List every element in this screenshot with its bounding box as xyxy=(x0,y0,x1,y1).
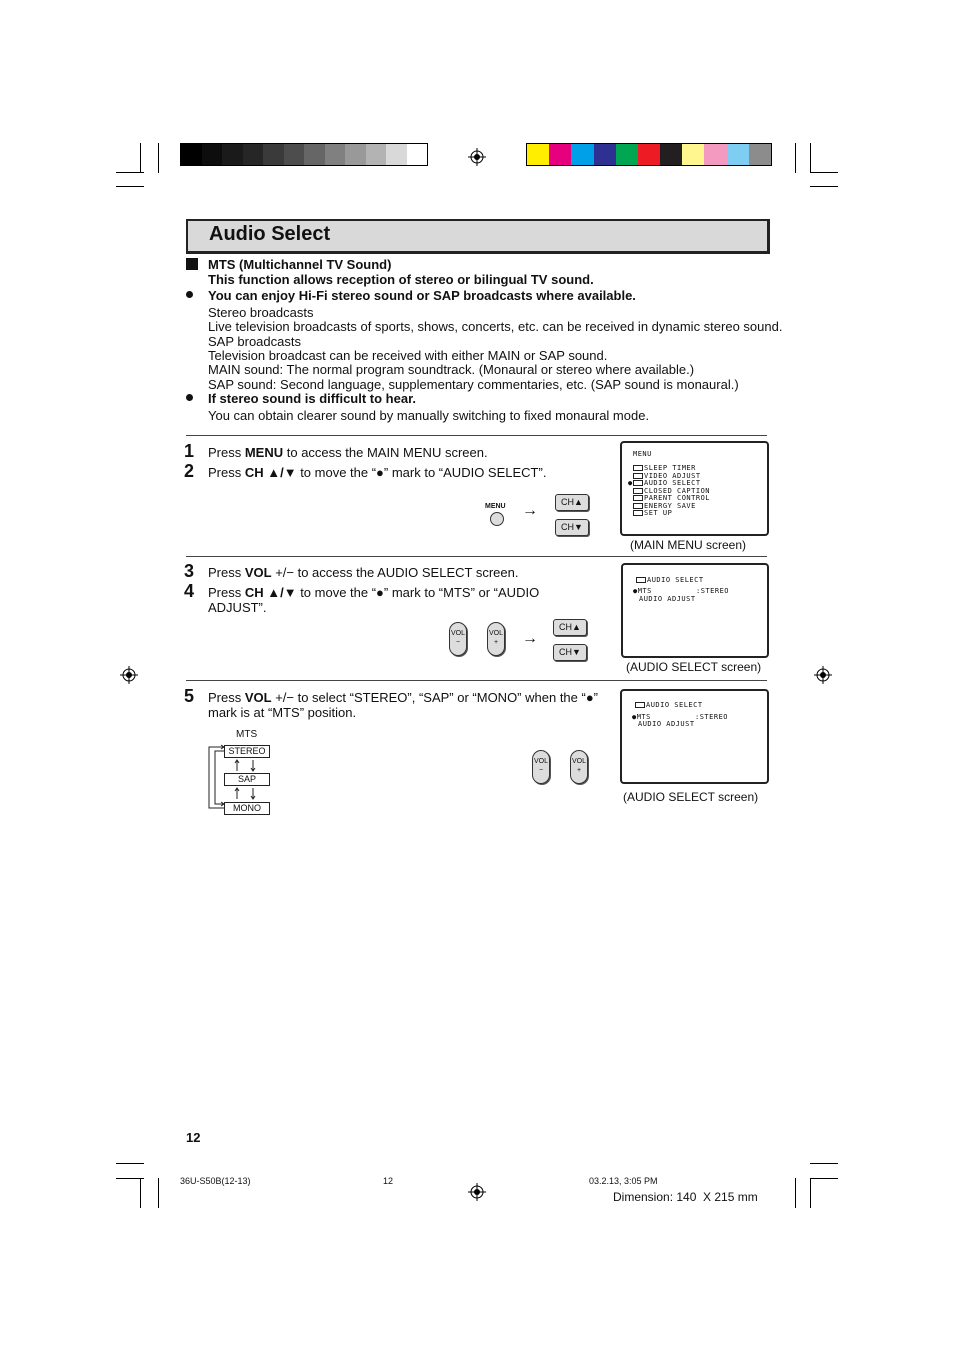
color-calibration-bar xyxy=(526,143,772,166)
gray-swatch xyxy=(366,144,387,165)
stereo-description: Live television broadcasts of sports, shows, concerts, etc. can be received in dynamic stereo sound. xyxy=(208,319,783,334)
bullet-hifi: You can enjoy Hi-Fi stereo sound or SAP broadcasts where available. xyxy=(208,288,636,303)
main-menu-item: CLOSED CAPTION xyxy=(633,488,710,496)
gray-swatch xyxy=(263,144,284,165)
footer-file: 36U-S50B(12-13) xyxy=(180,1176,251,1186)
sap-sound-description: SAP sound: Second language, supplementary commentaries, etc. (SAP sound is monaural.) xyxy=(208,377,739,392)
color-swatch xyxy=(527,144,549,165)
menu-item-icon xyxy=(633,510,643,516)
mts-diagram-label: MTS xyxy=(236,729,258,740)
main-menu-screen xyxy=(620,441,769,536)
main-menu-list xyxy=(629,465,710,518)
step-number: 4 xyxy=(184,581,195,601)
page-number: 12 xyxy=(186,1130,201,1145)
ch-down-button[interactable]: CH▼ xyxy=(555,519,589,536)
gray-swatch xyxy=(407,144,428,165)
color-swatch xyxy=(638,144,660,165)
registration-mark-icon xyxy=(120,666,138,684)
audio-select-header: AUDIO SELECT xyxy=(636,577,704,585)
menu-button[interactable] xyxy=(490,512,504,526)
audio-select-screen xyxy=(620,689,769,784)
main-menu-item: ENERGY SAVE xyxy=(633,503,710,511)
color-swatch xyxy=(704,144,726,165)
step-number: 5 xyxy=(184,686,195,706)
color-swatch xyxy=(571,144,593,165)
menu-item-icon xyxy=(633,503,643,509)
step-2-text: Press CH ▲/▼ to move the “●” mark to “AUDIO SELECT”. xyxy=(208,465,547,480)
gray-swatch xyxy=(222,144,243,165)
menu-item-icon xyxy=(633,473,643,479)
vol-plus-button[interactable]: VOL + xyxy=(487,622,505,656)
sap-label: SAP broadcasts xyxy=(208,334,301,349)
bullet-icon xyxy=(186,394,193,401)
audio-select-screen xyxy=(621,563,769,658)
audio-adjust-row: AUDIO ADJUST xyxy=(638,720,695,728)
step-number: 2 xyxy=(184,461,195,481)
mts-row: ●MTS xyxy=(632,713,651,721)
menu-item-icon xyxy=(633,488,643,494)
registration-mark-icon xyxy=(814,666,832,684)
vol-minus-button[interactable]: VOL − xyxy=(532,750,550,784)
main-menu-item: SLEEP TIMER xyxy=(633,465,710,473)
gray-swatch xyxy=(202,144,223,165)
selection-dot-icon: ● xyxy=(628,479,633,487)
color-swatch xyxy=(660,144,682,165)
color-swatch xyxy=(594,144,616,165)
step-number: 1 xyxy=(184,441,195,461)
color-swatch xyxy=(616,144,638,165)
gray-swatch xyxy=(243,144,264,165)
step-3-text: Press VOL +/− to access the AUDIO SELECT screen. xyxy=(208,565,519,580)
mts-value: :STEREO xyxy=(696,587,730,595)
mts-option-stereo: STEREO xyxy=(224,745,270,758)
menu-item-icon xyxy=(633,495,643,501)
color-swatch xyxy=(682,144,704,165)
mts-heading: MTS (Multichannel TV Sound) xyxy=(208,257,392,272)
color-swatch xyxy=(749,144,771,165)
footer-page: 12 xyxy=(383,1176,394,1186)
color-swatch xyxy=(549,144,571,165)
main-sound-description: MAIN sound: The normal program soundtrack. (Monaural or stereo where available.) xyxy=(208,362,695,377)
divider xyxy=(186,680,767,681)
main-menu-item: VIDEO ADJUST xyxy=(633,473,710,481)
footer-dimension: Dimension: 140 X 215 mm xyxy=(613,1190,758,1204)
ch-up-button[interactable]: CH▲ xyxy=(553,619,587,636)
color-swatch xyxy=(727,144,749,165)
audio-select-caption: (AUDIO SELECT screen) xyxy=(626,660,762,674)
ch-down-button[interactable]: CH▼ xyxy=(553,644,587,661)
page-title-box xyxy=(186,219,770,254)
mts-cycle-arrows-icon xyxy=(206,742,276,818)
main-menu-caption: (MAIN MENU screen) xyxy=(630,538,747,552)
menu-item-icon xyxy=(633,465,643,471)
mts-value: :STEREO xyxy=(695,713,729,721)
step-1-text: Press MENU to access the MAIN MENU screen. xyxy=(208,445,488,460)
arrow-right-icon: → xyxy=(522,502,538,519)
footer-datetime: 03.2.13, 3:05 PM xyxy=(589,1176,658,1186)
mts-square-icon xyxy=(186,258,198,270)
main-menu-item: PARENT CONTROL xyxy=(633,495,710,503)
registration-mark-icon xyxy=(468,148,486,166)
sap-description: Television broadcast can be received with either MAIN or SAP sound. xyxy=(208,348,608,363)
step-4-text: Press CH ▲/▼ to move the “●” mark to “MTS” or “AUDIO ADJUST”. xyxy=(208,585,540,615)
gray-swatch xyxy=(181,144,202,165)
menu-header: MENU xyxy=(633,450,652,458)
mts-option-mono: MONO xyxy=(224,802,270,815)
registration-mark-icon xyxy=(468,1183,486,1201)
ch-up-button[interactable]: CH▲ xyxy=(555,494,589,511)
step-5-text: Press VOL +/− to select “STEREO”, “SAP” or “MONO” when the “●” mark is at “MTS” position. xyxy=(208,690,599,720)
vol-minus-button[interactable]: VOL − xyxy=(449,622,467,656)
screen-icon xyxy=(635,702,645,708)
main-menu-item: SET UP xyxy=(633,510,710,518)
divider xyxy=(186,435,767,436)
bullet-stereo-difficult: If stereo sound is difficult to hear. xyxy=(208,391,417,406)
audio-adjust-row: AUDIO ADJUST xyxy=(639,595,696,603)
step-number: 3 xyxy=(184,561,195,581)
menu-button-label: MENU xyxy=(485,503,506,510)
mts-row: ●MTS xyxy=(633,587,652,595)
arrow-right-icon: → xyxy=(522,630,538,647)
monaural-tip: You can obtain clearer sound by manually switching to fixed monaural mode. xyxy=(208,408,650,423)
audio-select-header: AUDIO SELECT xyxy=(635,702,703,710)
vol-plus-button[interactable]: VOL + xyxy=(570,750,588,784)
gray-swatch xyxy=(284,144,305,165)
bullet-icon xyxy=(186,291,193,298)
gray-swatch xyxy=(386,144,407,165)
audio-select-caption: (AUDIO SELECT screen) xyxy=(623,790,759,804)
main-menu-item: ● AUDIO SELECT xyxy=(628,479,701,487)
stereo-label: Stereo broadcasts xyxy=(208,305,314,320)
gray-swatch xyxy=(304,144,325,165)
grayscale-calibration-bar xyxy=(180,143,428,166)
divider xyxy=(186,556,767,557)
mts-option-sap: SAP xyxy=(224,773,270,786)
gray-swatch xyxy=(325,144,346,165)
mts-description: This function allows reception of stereo or bilingual TV sound. xyxy=(208,272,594,287)
menu-item-icon xyxy=(633,480,643,486)
page-title: Audio Select xyxy=(209,223,331,245)
screen-icon xyxy=(636,577,646,583)
gray-swatch xyxy=(345,144,366,165)
